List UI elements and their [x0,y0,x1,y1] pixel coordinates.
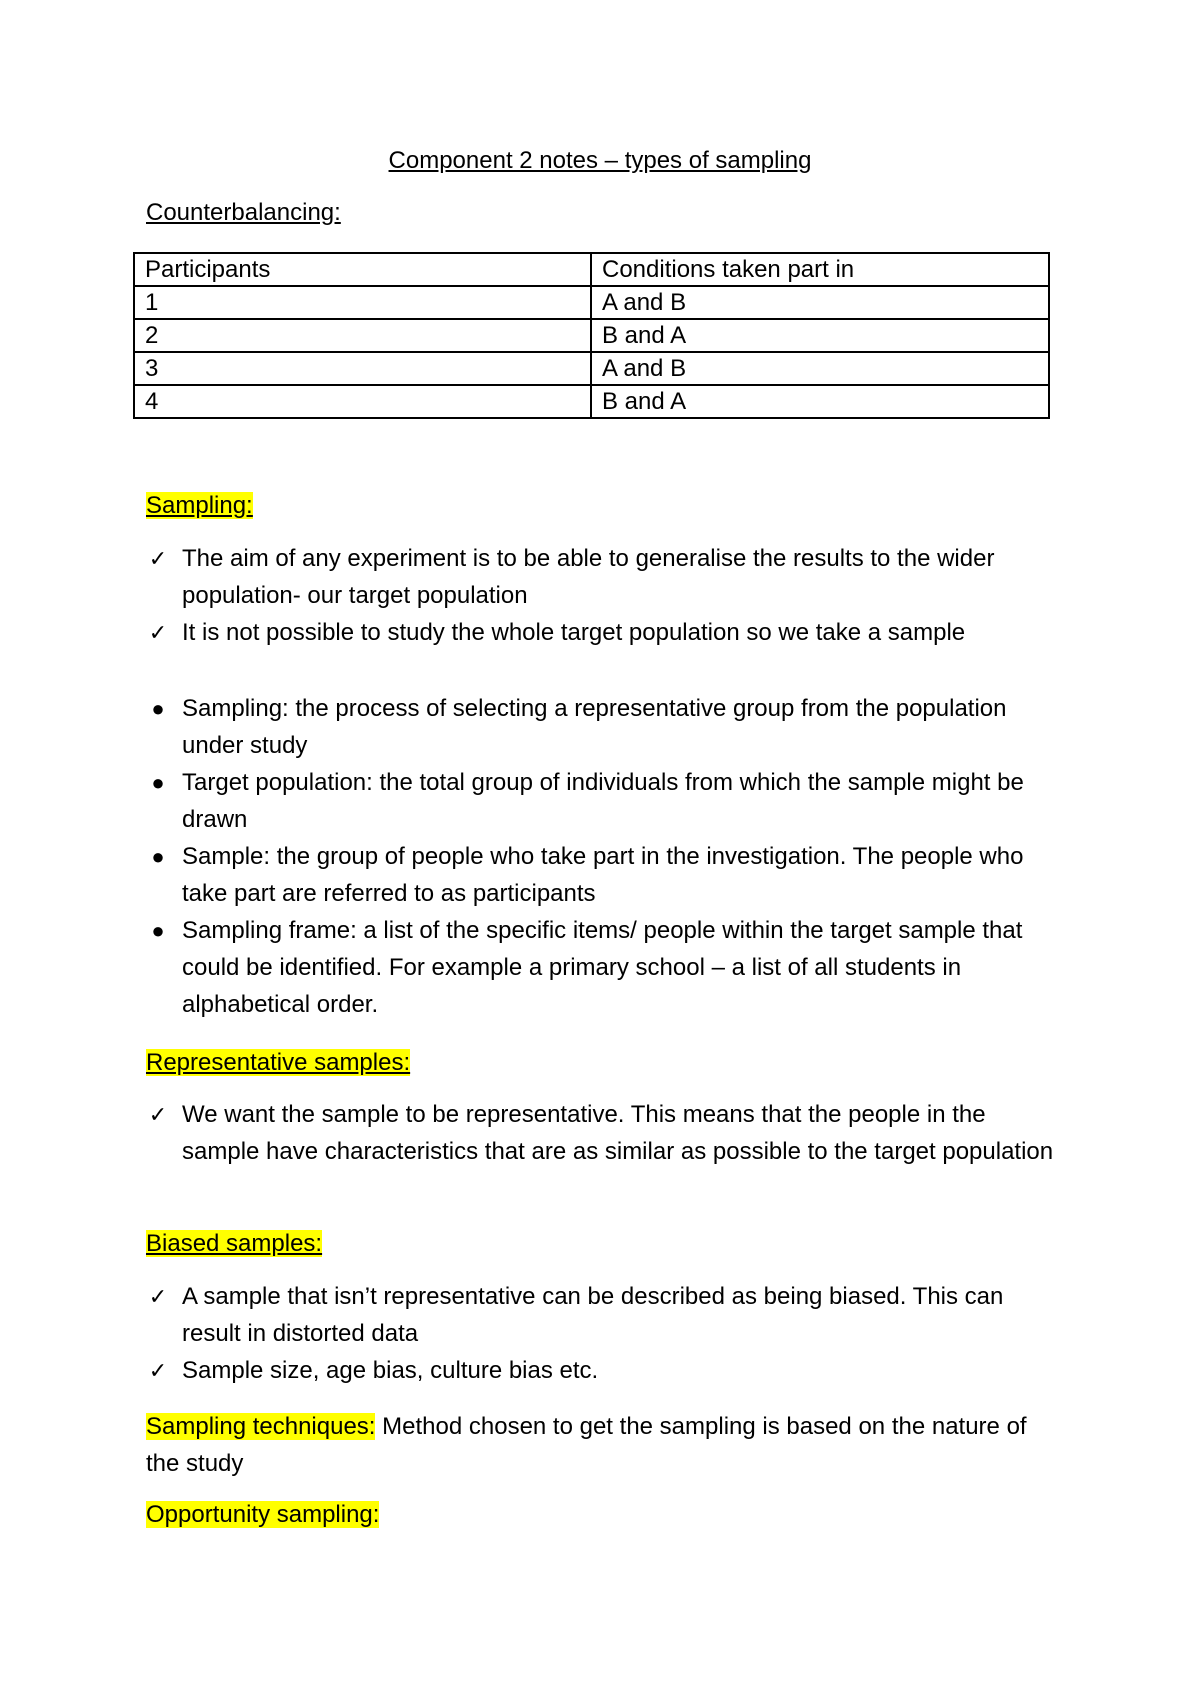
check-icon: ✓ [148,1102,168,1127]
list-item [146,838,1066,912]
list-item [146,614,1066,651]
list-item-text: We want the sample to be representative. This means that the people in the sample have characteristics that are as similar as possible to the target population [182,1101,1054,1165]
list-item [146,540,1066,614]
table-cell: B and A [591,319,1049,352]
table-cell: A and B [591,286,1049,319]
sampling-bullet-list [146,690,1066,1023]
list-item-text: Sampling frame: a list of the specific items/ people within the target sample that could be identified. For example a primary school – a list of all students in alphabetical order. [182,917,1023,1018]
representative-check-list [146,1096,1066,1170]
table-header-row [134,253,1049,286]
list-item [146,912,1066,1023]
list-item-text: A sample that isn’t representative can be described as being biased. This can result in distorted data [182,1283,1004,1347]
list-item-text: Sample size, age bias, culture bias etc. [182,1357,599,1384]
table-cell: A and B [591,352,1049,385]
table-cell: 3 [134,352,591,385]
opportunity-heading-text: Opportunity sampling: [146,1501,380,1528]
table-cell: 1 [134,286,591,319]
representative-heading-text: Representative samples: [146,1049,411,1076]
list-item [146,690,1066,764]
list-item [146,1096,1066,1170]
check-icon: ✓ [148,1284,168,1309]
biased-heading-text: Biased samples: [146,1230,323,1257]
table-cell: 4 [134,385,591,418]
check-icon: ✓ [148,620,168,645]
sampling-heading-text: Sampling: [146,492,253,519]
table-row [134,319,1049,352]
table-row [134,286,1049,319]
list-item-text: Sampling: the process of selecting a representative group from the population under study [182,695,1007,759]
biased-check-list [146,1278,1066,1389]
list-item-text: The aim of any experiment is to be able to generalise the results to the wider population- our target population [182,545,995,609]
table-cell: B and A [591,385,1049,418]
representative-heading [146,1047,410,1079]
list-item-text: Target population: the total group of individuals from which the sample might be drawn [182,769,1024,833]
opportunity-heading [146,1499,379,1531]
list-item-text: It is not possible to study the whole target population so we take a sample [182,619,966,646]
check-icon: ✓ [148,546,168,571]
sampling-check-list [146,540,1066,651]
sampling-techniques-paragraph [146,1408,1066,1482]
page-title: Component 2 notes – types of sampling [388,147,812,174]
list-item [146,764,1066,838]
sampling-heading [146,490,253,522]
bullet-icon: ● [151,844,165,869]
biased-heading [146,1228,322,1260]
table-header-cell: Participants [134,253,591,286]
list-item [146,1278,1066,1352]
table-row [134,385,1049,418]
list-item [146,1352,1066,1389]
table-cell: 2 [134,319,591,352]
list-item-text: Sample: the group of people who take part in the investigation. The people who take part are referred to as participants [182,843,1024,907]
bullet-icon: ● [151,770,165,795]
sampling-techniques-heading: Sampling techniques: [146,1413,376,1440]
table-header-cell: Conditions taken part in [591,253,1049,286]
sampling-techniques-text: Method chosen to get the sampling is based on the nature of the study [146,1413,1027,1477]
table-row [134,352,1049,385]
check-icon: ✓ [148,1358,168,1383]
counterbalancing-heading: Counterbalancing: [146,199,341,226]
counterbalancing-table [133,252,1050,419]
bullet-icon: ● [151,918,165,943]
bullet-icon: ● [151,696,165,721]
